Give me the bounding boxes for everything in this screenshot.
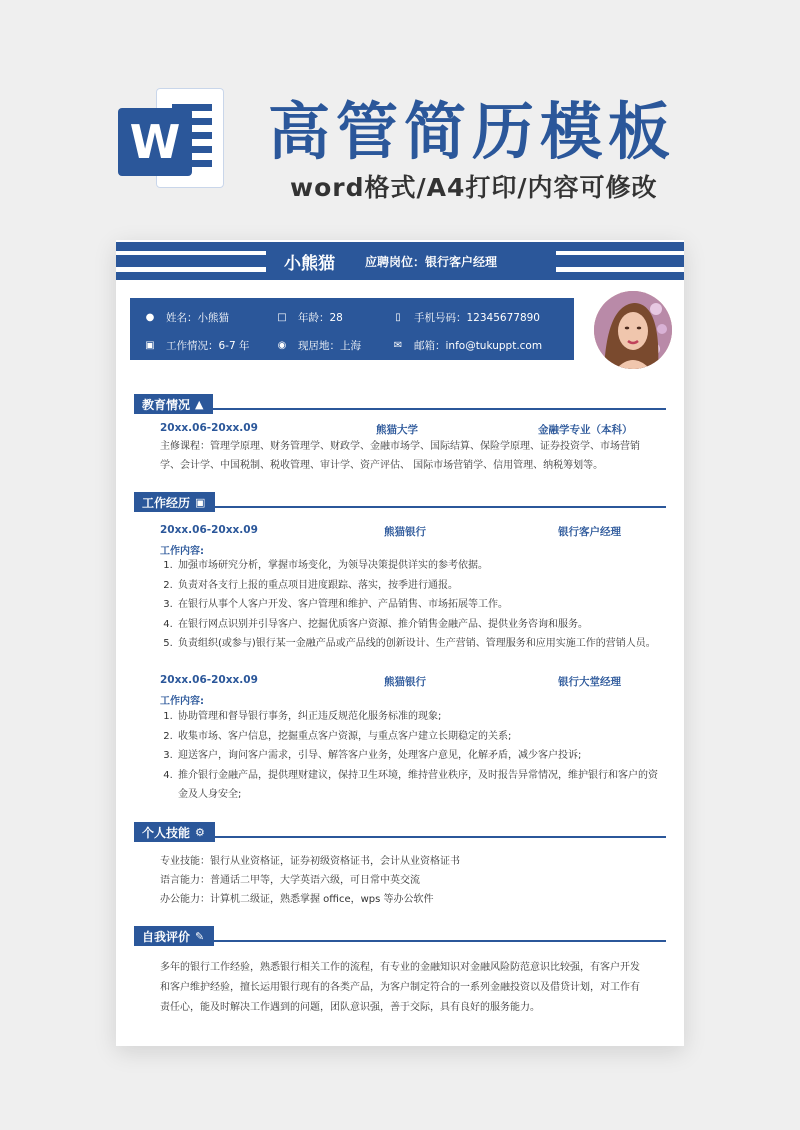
- job-duty-list: [160, 556, 666, 654]
- candidate-name: 小熊猫: [284, 253, 335, 274]
- list-item: 5. 负责组织(或参与)银行某一金融产品或产品线的创新设计、生产营销、管理服务和应用实施工作的营销人员。: [176, 634, 666, 654]
- info-name: ● 姓名：小熊猫: [145, 312, 229, 324]
- mail-icon: ✉: [393, 340, 403, 351]
- list-item: 2. 负责对各支行上报的重点项目进度跟踪、落实，按季进行通报。: [176, 576, 666, 596]
- section-skills-header: [134, 822, 666, 842]
- info-phone: ▯ 手机号码：12345677890: [392, 310, 540, 325]
- list-item: 专业技能：银行从业资格证，证券初级资格证书，会计从业资格证书: [160, 856, 460, 867]
- job-duty-list: [160, 707, 666, 805]
- section-tag: 自我评价 ✎: [134, 926, 214, 946]
- page-subtitle: word格式/A4打印/内容可修改: [290, 173, 658, 202]
- page-title: 高管简历模板: [268, 95, 677, 168]
- list-item: 1. 协助管理和督导银行事务，纠正违反规范化服务标准的现象;: [176, 707, 666, 727]
- person-icon: ●: [145, 312, 155, 323]
- list-item: 3. 迎送客户，询问客户需求，引导、解答客户业务，处理客户意见，化解矛盾，减少客户投诉;: [176, 746, 666, 766]
- basic-info-panel: [130, 298, 574, 360]
- info-email: ✉ 邮箱：info@tukuppt.com: [393, 340, 543, 352]
- list-item: 2. 收集市场、客户信息，挖掘重点客户资源，与重点客户建立长期稳定的关系;: [176, 727, 666, 747]
- name-banner: [266, 244, 556, 278]
- calendar-icon: □: [277, 312, 287, 323]
- briefcase-icon: ▣: [195, 495, 206, 509]
- resume-sheet: 小熊猫 应聘岗位：银行客户经理 ● 姓名：小熊猫 □ 年龄：28 ▯ 手机号码：12345677890 ▣ 工作情况：6-7 年 ◉ 现居地：上海 ✉ 邮箱：info@tukuppt.com 教育情况 ▲ 20xx.06-20xx.09 熊猫大学 金融学专业（本科） 主修课程：管理学原理、财务管理学、财政学、金融市场学、国际结算、保险学原理、证券投资学、市场营销学、会计学、中国税制、税收管理、审计学、资产评估、 国际市场营销学、信用管理、纳税筹划等。 工作经历 ▣ 20xx.06-20xx.09 熊猫银行 银行客户经理 工作内容: 1. 加强市场研究分析，掌握市场变化，为领导决策提供详实的参考依据。 2. 负责对各支行上报的重点项目进度跟踪、落实，按季进行通报。 3. 在银行从事个人客户开发、客户管理和维护、产品销售、市场拓展等工作。 4. 在银行网点识别并引导客户、挖掘优质客户资源、推介销售金融产品、提供业务咨询和服务。 5. 负责组织(或参与)银行某一金融产品或产品线的创新设计、生产营销、管理服务和应用实施工作的营销人员。 20xx.06-20xx.09 熊猫银行 银行大堂经理 工作内容: 1. 协助管理和督导银行事务，纠正违反规范化服务标准的现象; 2. 收集市场、客户信息，挖掘重点客户资源，与重点客户建立长期稳定的关系; 3. 迎送客户，询问客户需求，引导、解答客户业务，处理客户意见，化解矛盾，减少客户投诉; 4. 推介银行金融产品，提供理财建议，保持卫生环境，维持营业秩序，及时报告异常情况，维护银行和客户的资金及人身安全; 个人技能 ⚙ 专业技能：银行从业资格证，证券初级资格证书，会计从业资格证书 语言能力：普通话二甲等，大学英语六级，可日常中英交流 办公能力：计算机二级证，熟悉掌握 office，wps 等办公软件 自我评价 ✎ 多年的银行工作经验，熟悉银行相关工作的流程，有专业的金融知识对金融风险防范意识比较强，有客户开发和客户维护经验，擅长运用银行现有的各类产品，为客户制定符合的一系列金融投资以及借贷计划，对工作有责任心，能及时解决工作遇到的问题，团队意识强，善于交际，具有良好的服务能力。: [116, 240, 684, 1046]
- self-evaluation-text: 多年的银行工作经验，熟悉银行相关工作的流程，有专业的金融知识对金融风险防范意识比较强，有客户开发和客户维护经验，擅长运用银行现有的各类产品，为客户制定符合的一系列金融投资以及借贷计划，对工作有责任心，能及时解决工作遇到的问题，团队意识强，善于交际，具有良好的服务能力。: [160, 962, 640, 1013]
- briefcase-icon: ▣: [145, 340, 155, 351]
- list-item: 语言能力：普通话二甲等，大学英语六级，可日常中英交流: [160, 875, 420, 886]
- gear-icon: ⚙: [195, 825, 205, 839]
- job-content-label: 工作内容:: [160, 546, 204, 557]
- section-tag: 个人技能 ⚙: [134, 822, 215, 842]
- section-experience-header: [134, 492, 666, 512]
- list-item: 办公能力：计算机二级证，熟悉掌握 office，wps 等办公软件: [160, 894, 434, 905]
- graduation-cap-icon: ▲: [195, 397, 204, 411]
- section-evaluation-header: [134, 926, 666, 946]
- info-age: □ 年龄：28: [277, 312, 343, 324]
- education-courses: 主修课程：管理学原理、财务管理学、财政学、金融市场学、国际结算、保险学原理、证券投资学、市场营销学、会计学、中国税制、税收管理、审计学、资产评估、 国际市场营销学、信用管理、纳税筹划等。: [160, 441, 640, 471]
- list-item: 4. 推介银行金融产品，提供理财建议，保持卫生环境，维持营业秩序，及时报告异常情况，维护银行和客户的资金及人身安全;: [176, 766, 666, 805]
- section-education-header: [134, 394, 666, 414]
- section-rule: [134, 408, 666, 410]
- section-tag: 工作经历 ▣: [134, 492, 215, 512]
- section-tag: 教育情况 ▲: [134, 394, 213, 414]
- job-content-label: 工作内容:: [160, 696, 204, 707]
- list-item: 1. 加强市场研究分析，掌握市场变化，为领导决策提供详实的参考依据。: [176, 556, 666, 576]
- avatar-photo-graphic: [594, 291, 672, 369]
- location-icon: ◉: [277, 340, 287, 351]
- info-location: ◉ 现居地：上海: [277, 340, 361, 352]
- list-item: 3. 在银行从事个人客户开发、客户管理和维护、产品销售、市场拓展等工作。: [176, 595, 666, 615]
- info-experience: ▣ 工作情况：6-7 年: [145, 340, 250, 352]
- pen-icon: ✎: [195, 929, 205, 943]
- phone-icon: ▯: [395, 312, 401, 323]
- skills-list: [160, 852, 646, 909]
- avatar: [594, 291, 672, 369]
- word-icon: W: [118, 108, 192, 176]
- target-position: 应聘岗位：银行客户经理: [365, 254, 498, 269]
- list-item: 4. 在银行网点识别并引导客户、挖掘优质客户资源、推介销售金融产品、提供业务咨询和服务。: [176, 615, 666, 635]
